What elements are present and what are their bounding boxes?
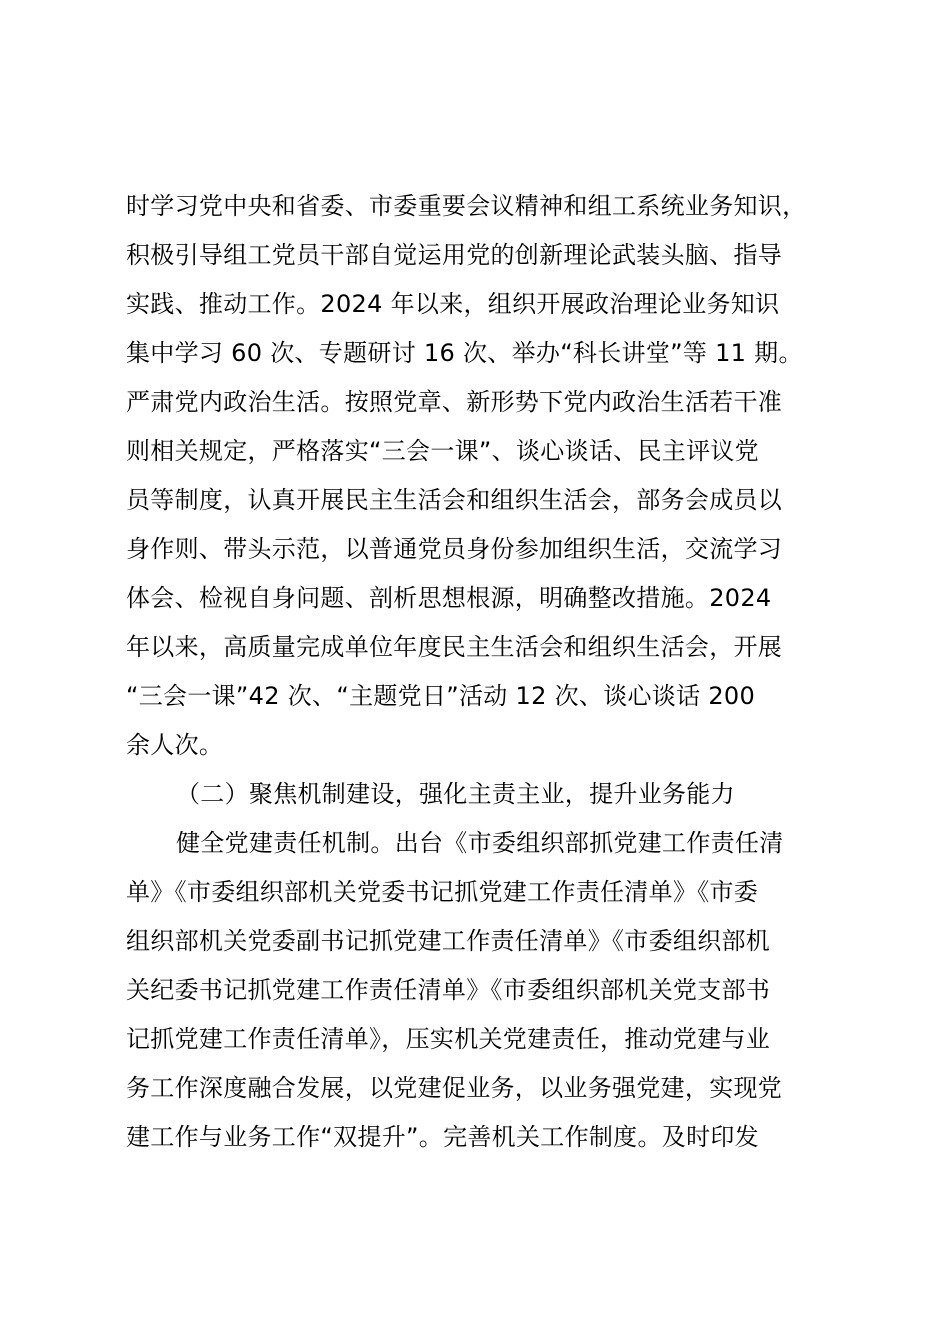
text-line: 记抓党建工作责任清单》，压实机关党建责任，推动党建与业 <box>126 1025 771 1053</box>
text-line: 体会、检视自身问题、剖析思想根源，明确整改措施。2024 <box>126 584 772 612</box>
text-line: 关纪委书记抓党建工作责任清单》《市委组织部机关党支部书 <box>126 976 771 1004</box>
text-line: 年以来，高质量完成单位年度民主生活会和组织生活会，开展 <box>126 633 783 661</box>
text-line: 员等制度，认真开展民主生活会和组织生活会，部务会成员以 <box>126 486 783 514</box>
text-line: 时学习党中央和省委、市委重要会议精神和组工系统业务知识， <box>126 192 807 220</box>
text-line: 积极引导组工党员干部自觉运用党的创新理论武装头脑、指导 <box>126 241 783 269</box>
text-line: “三会一课”42 次、“主题党日”活动 12 次、谈心谈话 200 <box>126 682 756 710</box>
text-line: 实践、推动工作。2024 年以来，组织开展政治理论业务知识 <box>126 290 780 318</box>
paragraph-start-line: 健全党建责任机制。出台《市委组织部抓党建工作责任清 <box>176 829 784 857</box>
text-line: 单》《市委组织部机关党委书记抓党建工作责任清单》《市委 <box>126 878 759 906</box>
text-line: 集中学习 60 次、专题研讨 16 次、举办“科长讲堂”等 11 期。 <box>126 339 803 367</box>
text-line: 建工作与业务工作“双提升”。完善机关工作制度。及时印发 <box>126 1123 759 1151</box>
text-line: 严肃党内政治生活。按照党章、新形势下党内政治生活若干准 <box>126 388 783 416</box>
body-text <box>126 182 846 1162</box>
text-line: 则相关规定，严格落实“三会一课”、谈心谈话、民主评议党 <box>126 437 759 465</box>
section-heading: （二）聚焦机制建设，强化主责主业，提升业务能力 <box>176 780 735 808</box>
text-line: 组织部机关党委副书记抓党建工作责任清单》《市委组织部机 <box>126 927 771 955</box>
text-line: 余人次。 <box>126 731 224 759</box>
text-line: 身作则、带头示范，以普通党员身份参加组织生活，交流学习 <box>126 535 783 563</box>
text-line: 务工作深度融合发展，以党建促业务，以业务强党建，实现党 <box>126 1074 783 1102</box>
